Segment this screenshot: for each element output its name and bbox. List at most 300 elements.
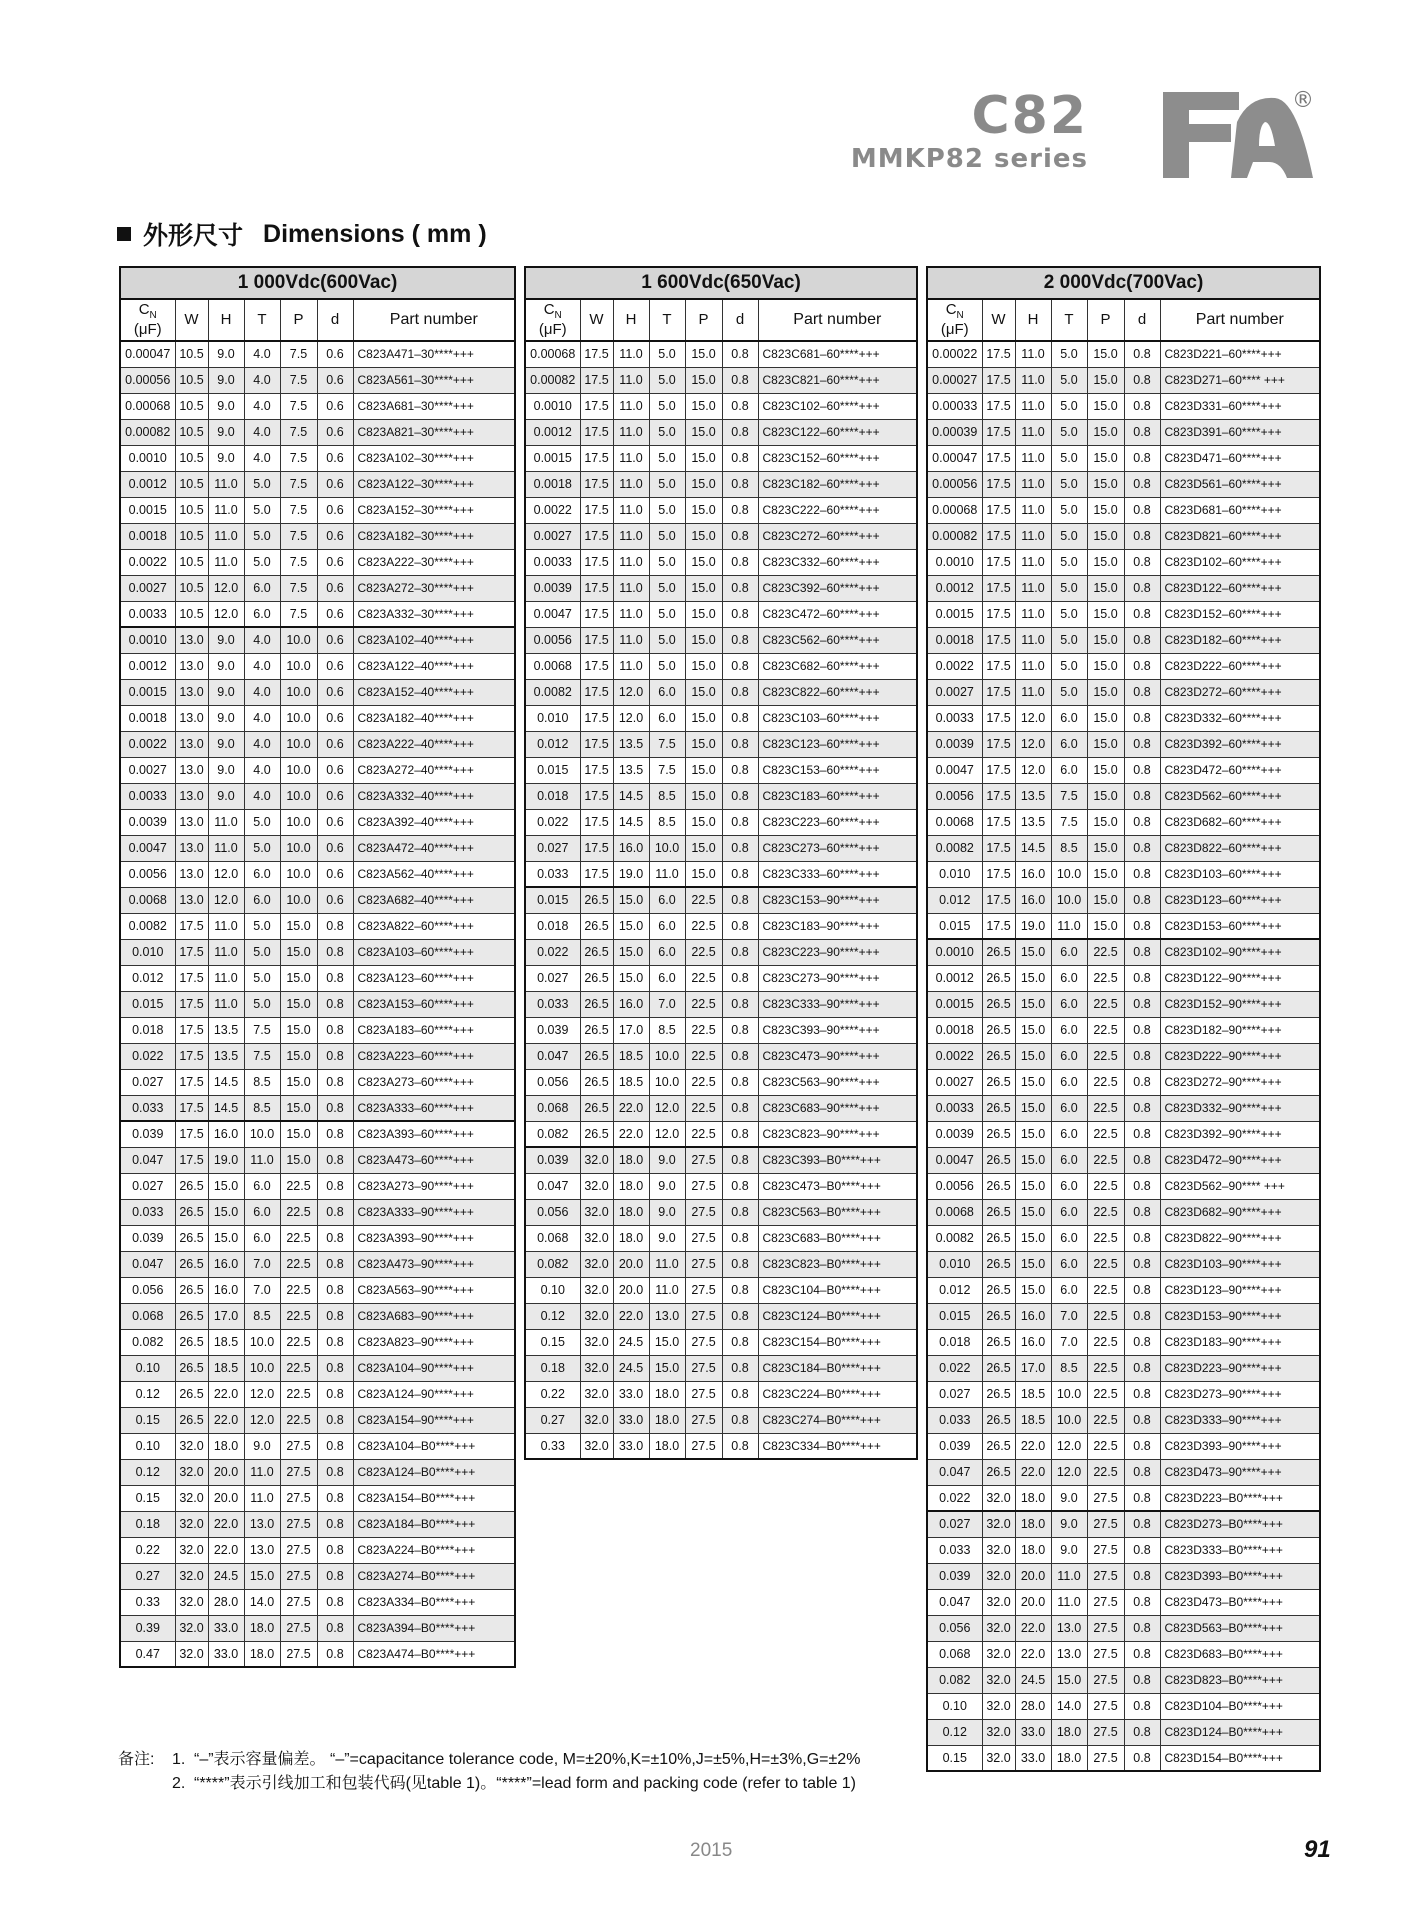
dimension-cell: 0.8 bbox=[317, 1173, 353, 1199]
dimension-cell: 5.0 bbox=[1051, 419, 1087, 445]
part-number-cell: C823D333–90****+++ bbox=[1160, 1407, 1320, 1433]
dimension-cell: 22.5 bbox=[1087, 1043, 1124, 1069]
part-number-cell: C823A152–40****+++ bbox=[353, 679, 515, 705]
dimension-cell: 5.0 bbox=[649, 341, 685, 367]
part-number-cell: C823C123–60****+++ bbox=[758, 731, 917, 757]
table-row bbox=[927, 575, 1320, 601]
table-row bbox=[120, 367, 515, 393]
capacitance-cell: 0.068 bbox=[525, 1095, 580, 1121]
dimension-cell: 22.0 bbox=[208, 1381, 244, 1407]
part-number-cell: C823C274–B0****+++ bbox=[758, 1407, 917, 1433]
capacitance-cell: 0.15 bbox=[120, 1407, 175, 1433]
dimension-cell: 15.0 bbox=[685, 627, 722, 653]
dimension-cell: 17.5 bbox=[580, 445, 613, 471]
table-row bbox=[525, 367, 917, 393]
dimension-cell: 11.0 bbox=[1015, 523, 1051, 549]
table-body bbox=[120, 341, 515, 1667]
capacitance-cell: 0.00068 bbox=[120, 393, 175, 419]
dimension-cell: 27.5 bbox=[685, 1277, 722, 1303]
dimension-cell: 15.0 bbox=[1015, 991, 1051, 1017]
table-row bbox=[120, 1381, 515, 1407]
dimension-cell: 17.0 bbox=[208, 1303, 244, 1329]
table-row bbox=[927, 1641, 1320, 1667]
note-number: 1. bbox=[172, 1751, 186, 1768]
column-header: d bbox=[1124, 299, 1160, 341]
capacitance-cell: 0.0010 bbox=[927, 549, 982, 575]
dimension-cell: 5.0 bbox=[1051, 393, 1087, 419]
part-number-cell: C823D391–60****+++ bbox=[1160, 419, 1320, 445]
part-number-cell: C823A273–60****+++ bbox=[353, 1069, 515, 1095]
dimension-cell: 6.0 bbox=[1051, 731, 1087, 757]
part-number-cell: C823D102–60****+++ bbox=[1160, 549, 1320, 575]
table-row bbox=[120, 965, 515, 991]
table-row bbox=[927, 393, 1320, 419]
table-row bbox=[120, 1303, 515, 1329]
part-number-cell: C823C272–60****+++ bbox=[758, 523, 917, 549]
part-number-cell: C823D153–60****+++ bbox=[1160, 913, 1320, 939]
dimension-cell: 22.5 bbox=[1087, 1277, 1124, 1303]
part-number-cell: C823C473–B0****+++ bbox=[758, 1173, 917, 1199]
dimension-cell: 12.0 bbox=[244, 1407, 280, 1433]
table-row bbox=[927, 679, 1320, 705]
capacitance-cell: 0.027 bbox=[525, 965, 580, 991]
dimension-cell: 15.0 bbox=[1087, 445, 1124, 471]
dimension-cell: 10.0 bbox=[280, 809, 317, 835]
part-number-cell: C823C681–60****+++ bbox=[758, 341, 917, 367]
part-number-cell: C823A152–30****+++ bbox=[353, 497, 515, 523]
table-row bbox=[525, 1407, 917, 1433]
part-number-cell: C823A274–B0****+++ bbox=[353, 1563, 515, 1589]
capacitance-cell: 0.0082 bbox=[525, 679, 580, 705]
dimension-cell: 0.8 bbox=[722, 497, 758, 523]
dimension-cell: 0.8 bbox=[1124, 1017, 1160, 1043]
dimension-cell: 22.5 bbox=[280, 1199, 317, 1225]
dimension-cell: 26.5 bbox=[982, 1017, 1015, 1043]
part-number-cell: C823D561–60****+++ bbox=[1160, 471, 1320, 497]
page-number: 91 bbox=[1304, 1836, 1331, 1863]
dimension-cell: 15.0 bbox=[280, 1095, 317, 1121]
dimension-cell: 13.0 bbox=[1051, 1641, 1087, 1667]
dimension-cell: 4.0 bbox=[244, 679, 280, 705]
dimension-cell: 32.0 bbox=[580, 1199, 613, 1225]
table-row bbox=[120, 1017, 515, 1043]
dimension-cell: 11.0 bbox=[1015, 445, 1051, 471]
dimension-cell: 9.0 bbox=[208, 627, 244, 653]
dimension-cell: 13.0 bbox=[175, 757, 208, 783]
dimension-cell: 22.5 bbox=[1087, 991, 1124, 1017]
table-row bbox=[927, 939, 1320, 965]
part-number-cell: C823D182–60****+++ bbox=[1160, 627, 1320, 653]
dimension-cell: 0.8 bbox=[722, 523, 758, 549]
dimension-cell: 22.5 bbox=[1087, 1069, 1124, 1095]
dimension-cell: 10.5 bbox=[175, 471, 208, 497]
part-number-cell: C823C822–60****+++ bbox=[758, 679, 917, 705]
capacitance-cell: 0.039 bbox=[120, 1121, 175, 1147]
capacitance-cell: 0.0047 bbox=[927, 1147, 982, 1173]
table-row bbox=[120, 1277, 515, 1303]
capacitance-cell: 0.0039 bbox=[525, 575, 580, 601]
dimension-cell: 10.5 bbox=[175, 419, 208, 445]
dimension-cell: 15.0 bbox=[613, 939, 649, 965]
dimension-cell: 33.0 bbox=[613, 1407, 649, 1433]
part-number-cell: C823C124–B0****+++ bbox=[758, 1303, 917, 1329]
dimension-cell: 5.0 bbox=[1051, 445, 1087, 471]
part-number-cell: C823D271–60**** +++ bbox=[1160, 367, 1320, 393]
dimension-cell: 17.5 bbox=[175, 913, 208, 939]
dimension-cell: 0.8 bbox=[1124, 653, 1160, 679]
dimension-cell: 13.0 bbox=[1051, 1615, 1087, 1641]
part-number-cell: C823D124–B0****+++ bbox=[1160, 1719, 1320, 1745]
dimension-cell: 7.0 bbox=[244, 1251, 280, 1277]
capacitance-cell: 0.047 bbox=[927, 1589, 982, 1615]
capacitance-cell: 0.0068 bbox=[927, 809, 982, 835]
dimension-cell: 0.8 bbox=[1124, 1745, 1160, 1771]
dimension-cell: 0.8 bbox=[722, 1069, 758, 1095]
capacitance-cell: 0.0018 bbox=[525, 471, 580, 497]
dimension-cell: 10.0 bbox=[649, 835, 685, 861]
dimension-cell: 26.5 bbox=[580, 1069, 613, 1095]
table-row bbox=[927, 653, 1320, 679]
dimension-cell: 22.5 bbox=[280, 1303, 317, 1329]
dimension-cell: 6.0 bbox=[244, 1173, 280, 1199]
table-row bbox=[927, 965, 1320, 991]
dimension-cell: 0.8 bbox=[1124, 1407, 1160, 1433]
dimension-cell: 6.0 bbox=[649, 887, 685, 913]
dimension-cell: 0.8 bbox=[1124, 913, 1160, 939]
dimension-cell: 32.0 bbox=[982, 1641, 1015, 1667]
dimension-cell: 10.0 bbox=[649, 1043, 685, 1069]
dimension-cell: 32.0 bbox=[580, 1433, 613, 1459]
dimension-cell: 16.0 bbox=[1015, 1303, 1051, 1329]
dimension-cell: 15.0 bbox=[1087, 393, 1124, 419]
table-row bbox=[927, 1043, 1320, 1069]
dimension-cell: 15.0 bbox=[1015, 1147, 1051, 1173]
dimension-cell: 0.8 bbox=[317, 1095, 353, 1121]
dimension-cell: 32.0 bbox=[175, 1511, 208, 1537]
capacitance-cell: 0.022 bbox=[525, 809, 580, 835]
part-number-cell: C823C472–60****+++ bbox=[758, 601, 917, 627]
table-row bbox=[927, 1433, 1320, 1459]
dimension-cell: 17.5 bbox=[175, 1017, 208, 1043]
dimension-cell: 22.5 bbox=[685, 887, 722, 913]
table-row bbox=[525, 1225, 917, 1251]
capacitance-cell: 0.0056 bbox=[927, 783, 982, 809]
capacitance-cell: 0.0047 bbox=[525, 601, 580, 627]
table-row bbox=[525, 1381, 917, 1407]
dimension-cell: 11.0 bbox=[613, 575, 649, 601]
dimension-cell: 6.0 bbox=[1051, 991, 1087, 1017]
dimension-cell: 17.5 bbox=[982, 575, 1015, 601]
dimension-cell: 22.5 bbox=[1087, 1017, 1124, 1043]
dimension-cell: 0.8 bbox=[1124, 341, 1160, 367]
table-row bbox=[525, 653, 917, 679]
dimension-cell: 9.0 bbox=[244, 1433, 280, 1459]
dimension-cell: 9.0 bbox=[1051, 1511, 1087, 1537]
dimension-cell: 32.0 bbox=[580, 1355, 613, 1381]
dimension-cell: 22.5 bbox=[280, 1355, 317, 1381]
dimension-cell: 15.0 bbox=[1087, 497, 1124, 523]
part-number-cell: C823A104–B0****+++ bbox=[353, 1433, 515, 1459]
capacitance-cell: 0.00027 bbox=[927, 367, 982, 393]
part-number-cell: C823A222–40****+++ bbox=[353, 731, 515, 757]
table-row bbox=[120, 341, 515, 367]
dimension-cell: 11.0 bbox=[1015, 471, 1051, 497]
table-row bbox=[927, 1485, 1320, 1511]
dimension-cell: 0.6 bbox=[317, 653, 353, 679]
dimension-cell: 27.5 bbox=[685, 1329, 722, 1355]
capacitance-cell: 0.0082 bbox=[927, 835, 982, 861]
dimension-cell: 7.5 bbox=[244, 1043, 280, 1069]
part-number-cell: C823D103–60****+++ bbox=[1160, 861, 1320, 887]
table-row bbox=[927, 1407, 1320, 1433]
table-row bbox=[525, 601, 917, 627]
dimension-cell: 9.0 bbox=[208, 705, 244, 731]
dimension-cell: 10.0 bbox=[649, 1069, 685, 1095]
dimension-cell: 22.0 bbox=[208, 1537, 244, 1563]
dimension-cell: 17.5 bbox=[982, 861, 1015, 887]
part-number-cell: C823D182–90****+++ bbox=[1160, 1017, 1320, 1043]
dimension-cell: 12.0 bbox=[649, 1121, 685, 1147]
dimension-cell: 0.8 bbox=[1124, 1199, 1160, 1225]
dimension-cell: 32.0 bbox=[580, 1277, 613, 1303]
table-row bbox=[927, 1147, 1320, 1173]
dimension-cell: 26.5 bbox=[175, 1225, 208, 1251]
part-number-cell: C823C103–60****+++ bbox=[758, 705, 917, 731]
part-number-cell: C823D104–B0****+++ bbox=[1160, 1693, 1320, 1719]
dimension-cell: 0.8 bbox=[317, 1407, 353, 1433]
dimension-cell: 0.8 bbox=[1124, 679, 1160, 705]
part-number-cell: C823A332–30****+++ bbox=[353, 601, 515, 627]
dimension-cell: 4.0 bbox=[244, 757, 280, 783]
dimension-cell: 17.5 bbox=[580, 471, 613, 497]
dimension-cell: 0.8 bbox=[722, 1381, 758, 1407]
capacitance-cell: 0.010 bbox=[120, 939, 175, 965]
capacitance-cell: 0.0012 bbox=[120, 471, 175, 497]
table-row bbox=[525, 1147, 917, 1173]
dimension-cell: 5.0 bbox=[649, 653, 685, 679]
table-row bbox=[525, 1329, 917, 1355]
dimension-cell: 15.0 bbox=[1015, 1173, 1051, 1199]
part-number-cell: C823C333–60****+++ bbox=[758, 861, 917, 887]
dimension-cell: 14.0 bbox=[1051, 1693, 1087, 1719]
table-row bbox=[927, 783, 1320, 809]
capacitance-cell: 0.0056 bbox=[927, 1173, 982, 1199]
dimension-cell: 27.5 bbox=[1087, 1667, 1124, 1693]
dimension-cell: 13.0 bbox=[175, 887, 208, 913]
dimension-cell: 9.0 bbox=[208, 445, 244, 471]
dimension-cell: 32.0 bbox=[580, 1381, 613, 1407]
dimension-cell: 15.0 bbox=[1015, 1225, 1051, 1251]
dimension-cell: 22.5 bbox=[1087, 939, 1124, 965]
dimension-cell: 27.5 bbox=[1087, 1485, 1124, 1511]
dimension-cell: 10.0 bbox=[280, 783, 317, 809]
dimension-cell: 17.5 bbox=[175, 1121, 208, 1147]
dimension-cell: 0.8 bbox=[1124, 757, 1160, 783]
dimension-cell: 22.5 bbox=[685, 1017, 722, 1043]
series-heading bbox=[820, 88, 1088, 174]
capacitance-cell: 0.10 bbox=[120, 1433, 175, 1459]
dimension-cell: 16.0 bbox=[613, 991, 649, 1017]
dimension-cell: 6.0 bbox=[1051, 1251, 1087, 1277]
capacitance-cell: 0.0027 bbox=[927, 679, 982, 705]
dimension-cell: 22.0 bbox=[613, 1303, 649, 1329]
column-header: Part number bbox=[758, 299, 917, 341]
dimension-cell: 22.5 bbox=[1087, 1251, 1124, 1277]
part-number-cell: C823A474–B0****+++ bbox=[353, 1641, 515, 1667]
part-number-cell: C823C333–90****+++ bbox=[758, 991, 917, 1017]
dimension-cell: 17.5 bbox=[580, 705, 613, 731]
table-row bbox=[927, 1329, 1320, 1355]
dimension-cell: 17.0 bbox=[1015, 1355, 1051, 1381]
dimension-cell: 19.0 bbox=[1015, 913, 1051, 939]
dimension-cell: 0.6 bbox=[317, 731, 353, 757]
dimension-cell: 11.0 bbox=[613, 523, 649, 549]
dimension-cell: 0.8 bbox=[722, 1407, 758, 1433]
table-row bbox=[927, 1693, 1320, 1719]
table-row bbox=[525, 757, 917, 783]
part-number-cell: C823C334–B0****+++ bbox=[758, 1433, 917, 1459]
capacitance-cell: 0.039 bbox=[525, 1147, 580, 1173]
dimension-cell: 15.0 bbox=[1087, 627, 1124, 653]
capacitance-cell: 0.022 bbox=[927, 1355, 982, 1381]
dimension-cell: 0.8 bbox=[1124, 1615, 1160, 1641]
dimension-cell: 0.8 bbox=[317, 1147, 353, 1173]
part-number-cell: C823D823–B0****+++ bbox=[1160, 1667, 1320, 1693]
dimension-cell: 26.5 bbox=[580, 991, 613, 1017]
dimension-cell: 0.8 bbox=[1124, 731, 1160, 757]
part-number-cell: C823D682–60****+++ bbox=[1160, 809, 1320, 835]
dimension-cell: 27.5 bbox=[280, 1563, 317, 1589]
dimension-cell: 0.6 bbox=[317, 341, 353, 367]
dimension-cell: 17.5 bbox=[580, 783, 613, 809]
dimension-cell: 17.5 bbox=[580, 731, 613, 757]
part-number-cell: C823A122–30****+++ bbox=[353, 471, 515, 497]
part-number-cell: C823C153–60****+++ bbox=[758, 757, 917, 783]
table-row bbox=[525, 575, 917, 601]
cn-subscript: N bbox=[554, 310, 562, 321]
dimension-cell: 17.5 bbox=[580, 861, 613, 887]
dimension-cell: 26.5 bbox=[982, 1277, 1015, 1303]
part-number-cell: C823C563–B0****+++ bbox=[758, 1199, 917, 1225]
table-row bbox=[525, 627, 917, 653]
registered-mark: ® bbox=[1292, 88, 1314, 113]
dimension-cell: 0.8 bbox=[1124, 419, 1160, 445]
dimension-cell: 19.0 bbox=[613, 861, 649, 887]
part-number-cell: C823A393–60****+++ bbox=[353, 1121, 515, 1147]
dimension-cell: 7.5 bbox=[280, 523, 317, 549]
capacitance-cell: 0.068 bbox=[120, 1303, 175, 1329]
dimension-cell: 0.8 bbox=[317, 1589, 353, 1615]
capacitance-cell: 0.00082 bbox=[120, 419, 175, 445]
dimension-cell: 27.5 bbox=[280, 1485, 317, 1511]
table-row bbox=[120, 783, 515, 809]
dimension-cell: 26.5 bbox=[580, 1017, 613, 1043]
table-row bbox=[120, 419, 515, 445]
table-row bbox=[927, 1615, 1320, 1641]
dimension-cell: 11.0 bbox=[208, 523, 244, 549]
part-number-cell: C823D333–B0****+++ bbox=[1160, 1537, 1320, 1563]
dimension-cell: 5.0 bbox=[1051, 471, 1087, 497]
part-number-cell: C823D154–B0****+++ bbox=[1160, 1745, 1320, 1771]
dimension-cell: 0.8 bbox=[722, 653, 758, 679]
table-row bbox=[120, 705, 515, 731]
dimension-cell: 32.0 bbox=[982, 1745, 1015, 1771]
part-number-cell: C823C273–90****+++ bbox=[758, 965, 917, 991]
dimension-cell: 0.8 bbox=[722, 1433, 758, 1459]
dimension-cell: 15.0 bbox=[685, 471, 722, 497]
dimension-cell: 0.8 bbox=[722, 1043, 758, 1069]
dimension-cell: 26.5 bbox=[982, 1095, 1015, 1121]
dimension-cell: 17.5 bbox=[175, 1043, 208, 1069]
capacitance-cell: 0.12 bbox=[120, 1459, 175, 1485]
capacitance-cell: 0.0082 bbox=[927, 1225, 982, 1251]
dimension-cell: 32.0 bbox=[175, 1641, 208, 1667]
dimension-cell: 0.6 bbox=[317, 393, 353, 419]
dimension-cell: 7.5 bbox=[280, 341, 317, 367]
capacitance-cell: 0.033 bbox=[525, 861, 580, 887]
capacitance-cell: 0.27 bbox=[525, 1407, 580, 1433]
dimension-cell: 15.0 bbox=[685, 679, 722, 705]
dimension-cell: 0.8 bbox=[1124, 1355, 1160, 1381]
dimension-cell: 15.0 bbox=[280, 1121, 317, 1147]
dimension-cell: 22.5 bbox=[685, 1121, 722, 1147]
cn-column-header bbox=[120, 299, 175, 341]
dimension-cell: 0.8 bbox=[317, 1615, 353, 1641]
dimension-cell: 16.0 bbox=[208, 1121, 244, 1147]
part-number-cell: C823D223–B0****+++ bbox=[1160, 1485, 1320, 1511]
dimension-cell: 15.0 bbox=[685, 783, 722, 809]
dimension-cell: 15.0 bbox=[685, 549, 722, 575]
dimension-cell: 17.5 bbox=[580, 341, 613, 367]
dimension-cell: 0.6 bbox=[317, 835, 353, 861]
dimension-cell: 15.0 bbox=[1087, 731, 1124, 757]
dimension-cell: 6.0 bbox=[1051, 1199, 1087, 1225]
part-number-cell: C823A683–90****+++ bbox=[353, 1303, 515, 1329]
dimension-cell: 0.8 bbox=[1124, 1173, 1160, 1199]
dimension-cell: 0.8 bbox=[317, 1043, 353, 1069]
dimension-cell: 15.0 bbox=[1087, 913, 1124, 939]
dimension-cell: 17.5 bbox=[580, 549, 613, 575]
column-header-row bbox=[120, 299, 515, 341]
table-row bbox=[120, 1459, 515, 1485]
capacitance-cell: 0.0012 bbox=[927, 965, 982, 991]
dimension-cell: 12.0 bbox=[208, 887, 244, 913]
dimension-cell: 6.0 bbox=[649, 965, 685, 991]
dimension-cell: 20.0 bbox=[208, 1459, 244, 1485]
dimension-cell: 18.0 bbox=[1051, 1719, 1087, 1745]
dimension-cell: 0.8 bbox=[317, 1303, 353, 1329]
dimensions-table-2000vdc bbox=[926, 266, 1321, 1772]
dimension-cell: 6.0 bbox=[1051, 705, 1087, 731]
table-row bbox=[927, 1511, 1320, 1537]
dimension-cell: 10.0 bbox=[280, 627, 317, 653]
part-number-cell: C823A124–90****+++ bbox=[353, 1381, 515, 1407]
dimension-cell: 33.0 bbox=[208, 1615, 244, 1641]
table-row bbox=[927, 1277, 1320, 1303]
dimension-cell: 32.0 bbox=[982, 1615, 1015, 1641]
capacitance-cell: 0.33 bbox=[525, 1433, 580, 1459]
dimension-cell: 7.0 bbox=[244, 1277, 280, 1303]
part-number-cell: C823C223–90****+++ bbox=[758, 939, 917, 965]
dimension-cell: 0.8 bbox=[317, 991, 353, 1017]
cn-symbol: C bbox=[138, 301, 150, 318]
dimension-cell: 0.8 bbox=[317, 1199, 353, 1225]
table-row bbox=[120, 653, 515, 679]
capacitance-cell: 0.12 bbox=[525, 1303, 580, 1329]
capacitance-cell: 0.027 bbox=[927, 1381, 982, 1407]
dimension-cell: 32.0 bbox=[175, 1537, 208, 1563]
dimension-cell: 11.0 bbox=[244, 1459, 280, 1485]
